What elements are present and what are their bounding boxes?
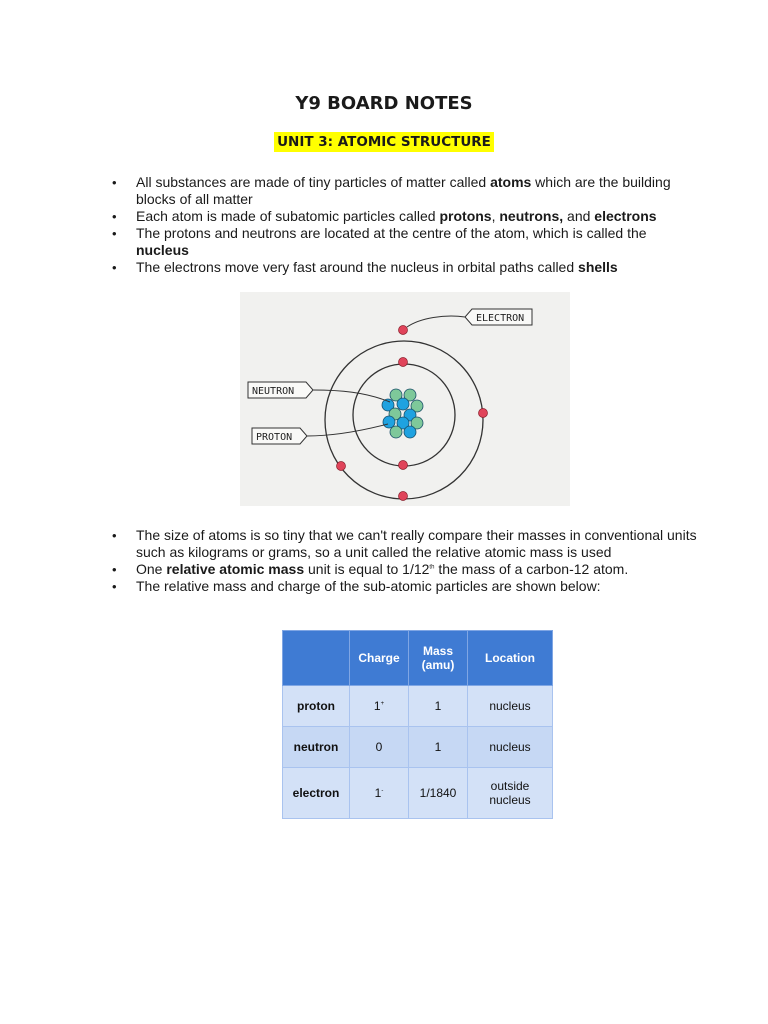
- neutron-particle: [390, 426, 402, 438]
- bullet-relative-mass: [108, 561, 698, 578]
- electron-particle: [479, 409, 488, 418]
- particle-name: proton: [283, 686, 350, 727]
- bullet-text: and: [563, 208, 595, 224]
- charge-value: 1: [373, 699, 381, 713]
- proton-particle: [383, 416, 395, 428]
- proton-particle: [404, 426, 416, 438]
- bold-term: protons: [439, 208, 492, 224]
- particle-mass: 1: [409, 727, 468, 768]
- electron-particle: [399, 326, 408, 335]
- bullet-list-intro: [108, 174, 698, 276]
- bullet-list-mass: [108, 527, 698, 595]
- unit-subtitle: UNIT 3: ATOMIC STRUCTURE: [274, 132, 494, 152]
- bullet-nucleus: [108, 225, 698, 259]
- atom-diagram: [240, 292, 570, 506]
- bullet-text: The relative mass and charge of the sub-atomic particles are shown below:: [136, 578, 601, 594]
- subtitle-wrap: [0, 132, 768, 152]
- bullet-table-intro: [108, 578, 698, 595]
- bullet-subatomic: [108, 208, 698, 225]
- proton-pointer: [307, 424, 388, 436]
- charge-value: 0: [375, 740, 383, 754]
- bullet-size: [108, 527, 698, 561]
- label-proton-text: PROTON: [256, 432, 293, 443]
- electron-particle: [399, 358, 408, 367]
- bullet-text: All substances are made of tiny particles of matter called: [136, 174, 491, 190]
- bold-term: atoms: [490, 174, 532, 190]
- electron-particle: [337, 462, 346, 471]
- label-electron-text: ELECTRON: [476, 313, 525, 324]
- particle-charge: [350, 727, 409, 768]
- particle-location: nucleus: [468, 686, 553, 727]
- bullet-text: The protons and neutrons are located at the centre of the atom, which is called the: [136, 225, 647, 241]
- charge-sign: +: [380, 701, 385, 707]
- bullet-shells: [108, 259, 698, 276]
- electron-pointer: [407, 316, 465, 327]
- particle-mass: 1/1840: [409, 768, 468, 819]
- bold-term: electrons: [594, 208, 657, 224]
- label-neutron-text: NEUTRON: [252, 386, 295, 397]
- bold-term: relative atomic mass: [166, 561, 305, 577]
- bullet-text: ,: [491, 208, 500, 224]
- particle-name: electron: [283, 768, 350, 819]
- particle-charge: [350, 768, 409, 819]
- bullet-text: One: [136, 561, 167, 577]
- electron-particle: [399, 492, 408, 501]
- bullet-text: Each atom is made of subatomic particles called: [136, 208, 440, 224]
- bullet-text: the mass of a carbon-12 atom.: [434, 561, 629, 577]
- bullet-text: The electrons move very fast around the nucleus in orbital paths called: [136, 259, 579, 275]
- bullet-text: which are the building blocks of all matter: [136, 174, 671, 207]
- table-row: [283, 727, 553, 768]
- header-charge: Charge: [350, 631, 409, 686]
- page-title: Y9 BOARD NOTES: [295, 93, 473, 114]
- bold-term: nucleus: [136, 242, 189, 258]
- charge-value: 1: [374, 786, 382, 800]
- particle-location: nucleus: [468, 727, 553, 768]
- header-mass: Mass (amu): [409, 631, 468, 686]
- superscript: th: [429, 564, 435, 571]
- header-blank: [283, 631, 350, 686]
- particle-mass: 1: [409, 686, 468, 727]
- neutron-pointer: [313, 390, 390, 402]
- particle-charge: [350, 686, 409, 727]
- table-header-row: [283, 631, 553, 686]
- atom-diagram-svg: [240, 292, 570, 506]
- bullet-text: The size of atoms is so tiny that we can't really compare their masses in conventional units such as kilograms or grams, so a unit called the relative atomic mass is used: [136, 527, 697, 560]
- nucleus: [382, 389, 423, 438]
- table-row: [283, 768, 553, 819]
- bold-term: shells: [578, 259, 618, 275]
- particle-table-wrap: [282, 630, 553, 819]
- bold-term: neutrons,: [499, 208, 564, 224]
- bullet-text: unit is equal to 1/12: [304, 561, 430, 577]
- electron-particle: [399, 461, 408, 470]
- table-row: [283, 686, 553, 727]
- particle-table: [282, 630, 553, 819]
- header-location: Location: [468, 631, 553, 686]
- particle-location: outside nucleus: [468, 768, 553, 819]
- charge-sign: -: [381, 788, 384, 794]
- bullet-atoms: [108, 174, 698, 208]
- proton-particle: [397, 398, 409, 410]
- particle-name: neutron: [283, 727, 350, 768]
